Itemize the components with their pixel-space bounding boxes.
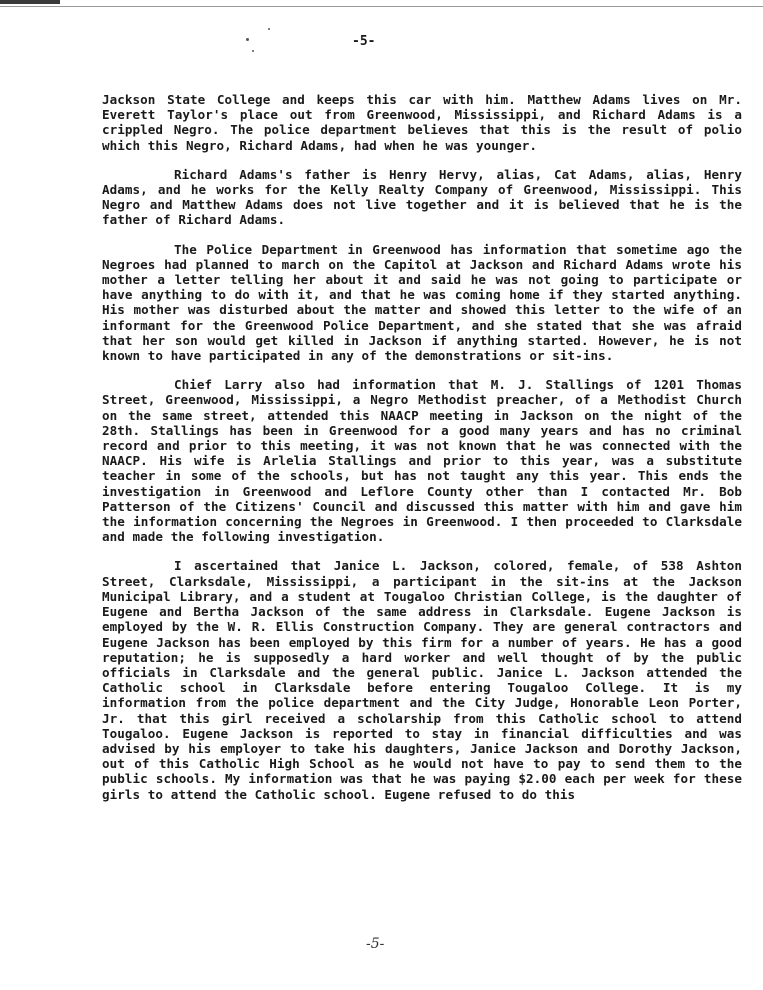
paragraph: Jackson State College and keeps this car with him. Matthew Adams lives on Mr. Everett Taylor's place out from Greenwood, Mississippi, and Richard Adams is a crippled Negro. The police department believes that this is the result of polio which this Negro, Richard Adams, had when he was younger. [102, 92, 742, 153]
paragraph: The Police Department in Greenwood has information that sometime ago the Negroes had planned to march on the Capitol at Jackson and Richard Adams wrote his mother a letter telling her about it and said he was not going to participate or have anything to do with it, and that he was coming home if they started anything. His mother was disturbed about the matter and showed this letter to the wife of an informant for the Greenwood Police Department, and she stated that she was afraid that her son would get killed in Jackson if anything started. However, he is not known to have participated in any of the demonstrations or sit-ins. [102, 241, 742, 364]
document-body [102, 92, 742, 802]
scan-top-rule [0, 6, 763, 7]
paragraph: Richard Adams's father is Henry Hervy, alias, Cat Adams, alias, Henry Adams, and he works for the Kelly Realty Company of Greenwood, Mississippi. This Negro and Matthew Adams does not live together and it is believed that he is the father of Richard Adams. [102, 166, 742, 228]
scan-edge-mark [0, 0, 60, 4]
scan-speck [268, 28, 270, 30]
handwritten-page-mark: -5- [366, 936, 385, 952]
scan-speck [246, 38, 249, 41]
page-number: -5- [352, 34, 376, 49]
scan-speck [252, 50, 254, 52]
paragraph: I ascertained that Janice L. Jackson, colored, female, of 538 Ashton Street, Clarksdale, Mississippi, a participant in the sit-ins at the Jackson Municipal Library, and a student at Tougaloo Christian College, is the daughter of Eugene and Bertha Jackson of the same address in Clarksdale. Eugene Jackson is employed by the W. R. Ellis Construction Company. They are general contractors and Eugene Jackson has been employed by this firm for a number of years. He has a good reputation; he is supposedly a hard worker and well thought of by the public officials in Clarksdale and the general public. Janice L. Jackson attended the Catholic school in Clarksdale before entering Tougaloo College. It is my information from the police department and the City Judge, Honorable Leon Porter, Jr. that this girl received a scholarship from this Catholic school to attend Tougaloo. Eugene Jackson is reported to stay in financial difficulties and was advised by his employer to take his daughters, Janice Jackson and Dorothy Jackson, out of this Catholic High School as he would not have to pay to send them to the public schools. My information was that he was paying $2.00 each per week for these girls to attend the Catholic school. Eugene refused to do this [102, 558, 742, 802]
paragraph: Chief Larry also had information that M. J. Stallings of 1201 Thomas Street, Greenwood, Mississippi, a Negro Methodist preacher, of a Methodist Church on the same street, attended this NAACP meeting in Jackson on the night of the 28th. Stallings has been in Greenwood for a good many years and has no criminal record and prior to this meeting, it was not known that he was connected with the NAACP. His wife is Arlelia Stallings and prior to this year, was a substitute teacher in some of the schools, but has not taught any this year. This ends the investigation in Greenwood and Leflore County other than I contacted Mr. Bob Patterson of the Citizens' Council and discussed this matter with him and gave him the information concerning the Negroes in Greenwood. I then proceeded to Clarksdale and made the following investigation. [102, 377, 742, 545]
